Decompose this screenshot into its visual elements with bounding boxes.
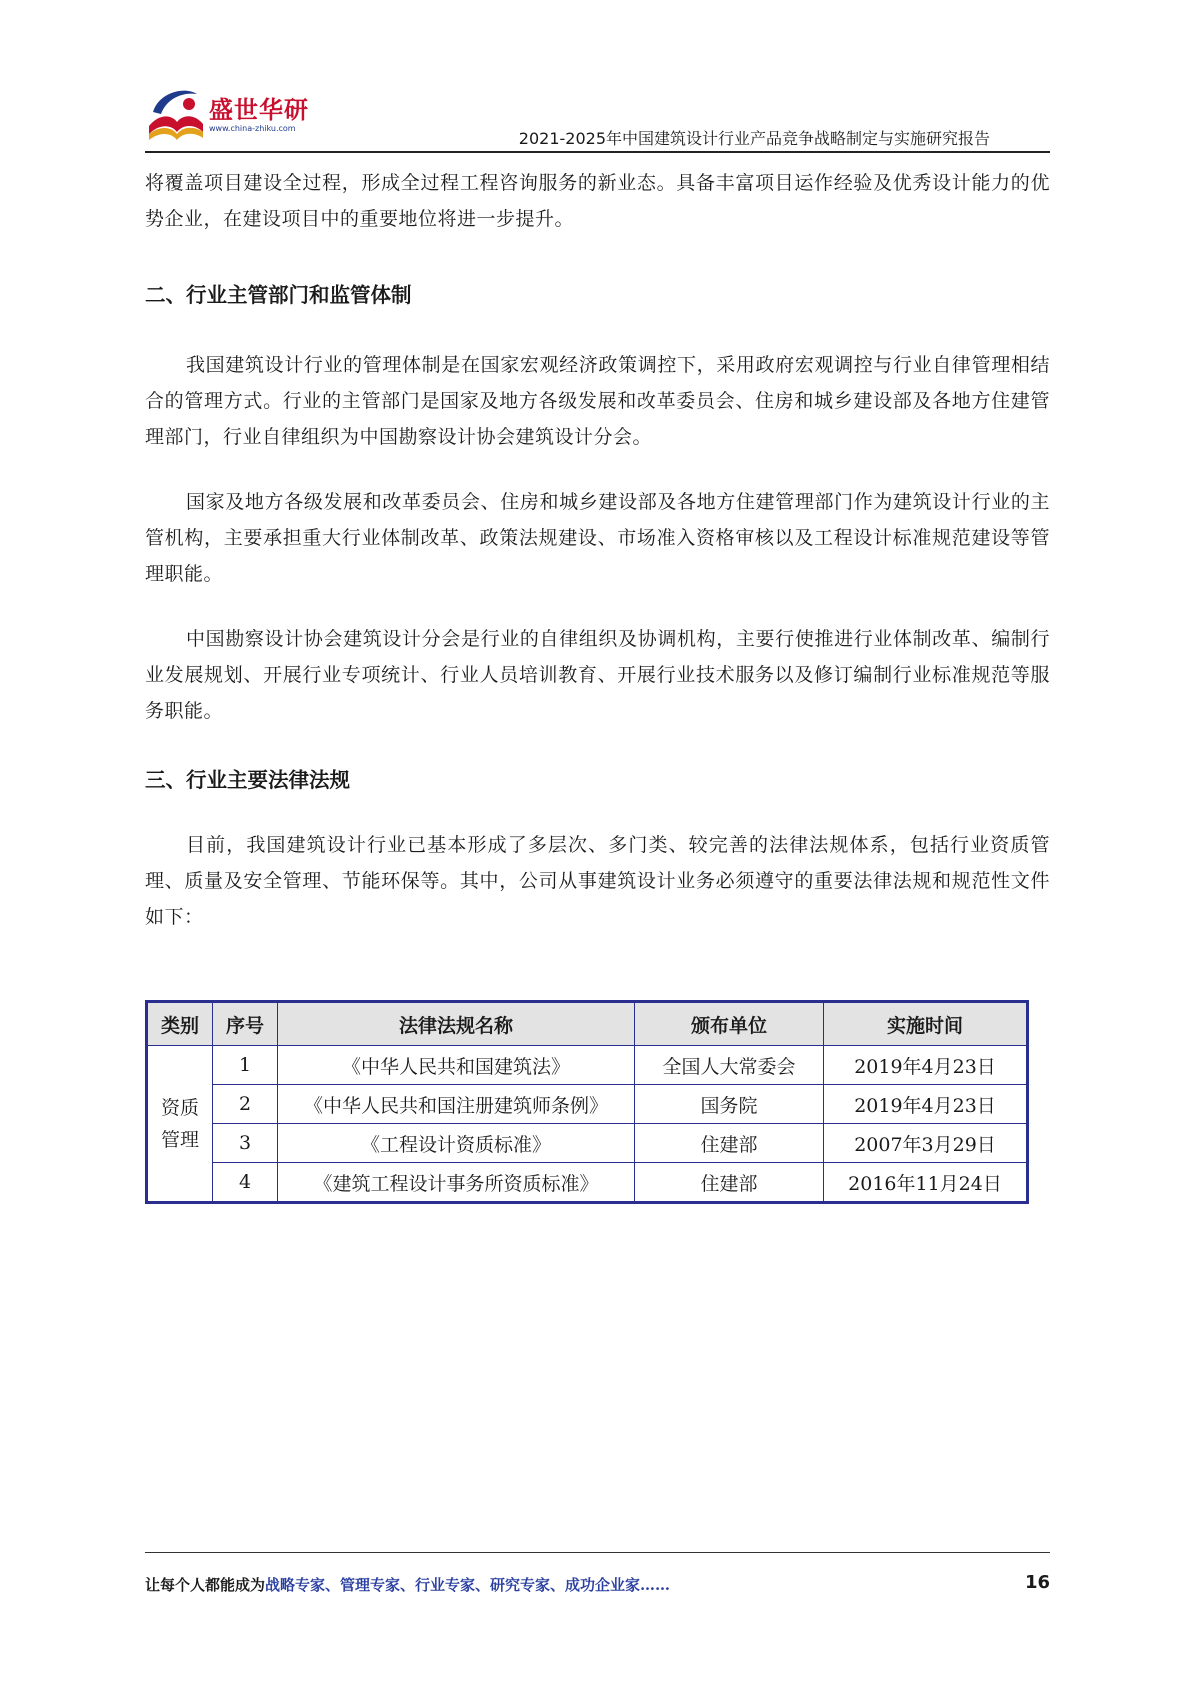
paragraph-management-system: 我国建筑设计行业的管理体制是在国家宏观经济政策调控下，采用政府宏观调控与行业自律管理相结合的管理方式。行业的主管部门是国家及地方各级发展和改革委员会、住房和城乡建设部及各地方住建管理部门，行业自律组织为中国勘察设计协会建筑设计分会。 [145, 354, 1050, 448]
row-number: 1 [213, 1046, 278, 1085]
header-number: 序号 [213, 1002, 278, 1046]
effective-date: 2016年11月24日 [824, 1163, 1028, 1203]
effective-date: 2007年3月29日 [824, 1124, 1028, 1163]
paragraph-laws-intro: 目前，我国建筑设计行业已基本形成了多层次、多门类、较完善的法律法规体系，包括行业资质管理、质量及安全管理、节能环保等。其中，公司从事建筑设计业务必须遵守的重要法律法规和规范性文件如下： [145, 834, 1050, 928]
logo-name: 盛世华研 [209, 96, 309, 124]
footer-divider [145, 1552, 1050, 1553]
company-logo [145, 84, 315, 144]
effective-date: 2019年4月23日 [824, 1046, 1028, 1085]
issuer: 住建部 [635, 1124, 824, 1163]
issuer: 住建部 [635, 1163, 824, 1203]
page-header [145, 80, 1050, 150]
footer-slogan-prefix: 让每个人都能成为 [145, 1576, 266, 1594]
logo-url: www.china-zhiku.com [209, 124, 296, 133]
page-number: 16 [1024, 1572, 1050, 1593]
table-row [147, 1085, 1028, 1124]
footer-slogan-highlight: 战略专家、管理专家、行业专家、研究专家、成功企业家…… [265, 1576, 671, 1594]
row-number: 3 [213, 1124, 278, 1163]
header-issuer: 颁布单位 [635, 1002, 824, 1046]
issuer: 全国人大常委会 [635, 1046, 824, 1085]
law-name: 《建筑工程设计事务所资质标准》 [278, 1163, 635, 1203]
report-title: 2021-2025年中国建筑设计行业产品竞争战略制定与实施研究报告 [518, 129, 990, 148]
section-heading-2: 二、行业主管部门和监管体制 [145, 283, 412, 307]
category-cell [147, 1046, 213, 1203]
laws-table [145, 1000, 1029, 1204]
category-line-1: 资质 [160, 1096, 199, 1119]
row-number: 2 [213, 1085, 278, 1124]
category-line-2: 管理 [160, 1128, 199, 1151]
page-body [145, 165, 1050, 935]
header-effective-date: 实施时间 [824, 1002, 1028, 1046]
law-name: 《中华人民共和国建筑法》 [278, 1046, 635, 1085]
effective-date: 2019年4月23日 [824, 1085, 1028, 1124]
paragraph-authorities: 国家及地方各级发展和改革委员会、住房和城乡建设部及各地方住建管理部门作为建筑设计行业的主管机构，主要承担重大行业体制改革、政策法规建设、市场准入资格审核以及工程设计标准规范建设等管理职能。 [145, 491, 1050, 585]
intro-paragraph: 将覆盖项目建设全过程，形成全过程工程咨询服务的新业态。具备丰富项目运作经验及优秀设计能力的优势企业，在建设项目中的重要地位将进一步提升。 [145, 172, 1050, 230]
table-row [147, 1124, 1028, 1163]
row-number: 4 [213, 1163, 278, 1203]
law-name: 《中华人民共和国注册建筑师条例》 [278, 1085, 635, 1124]
issuer: 国务院 [635, 1085, 824, 1124]
header-category: 类别 [147, 1002, 213, 1046]
section-heading-3: 三、行业主要法律法规 [145, 768, 350, 792]
table-header-row [147, 1002, 1028, 1046]
page-footer [145, 1574, 1050, 1595]
header-law-name: 法律法规名称 [278, 1002, 635, 1046]
header-divider [145, 151, 1050, 153]
logo-book-icon [145, 84, 207, 144]
table-row [147, 1163, 1028, 1203]
paragraph-association: 中国勘察设计协会建筑设计分会是行业的自律组织及协调机构，主要行使推进行业体制改革、编制行业发展规划、开展行业专项统计、行业人员培训教育、开展行业技术服务以及修订编制行业标准规范等服务职能。 [145, 628, 1050, 722]
law-name: 《工程设计资质标准》 [278, 1124, 635, 1163]
table-row [147, 1046, 1028, 1085]
